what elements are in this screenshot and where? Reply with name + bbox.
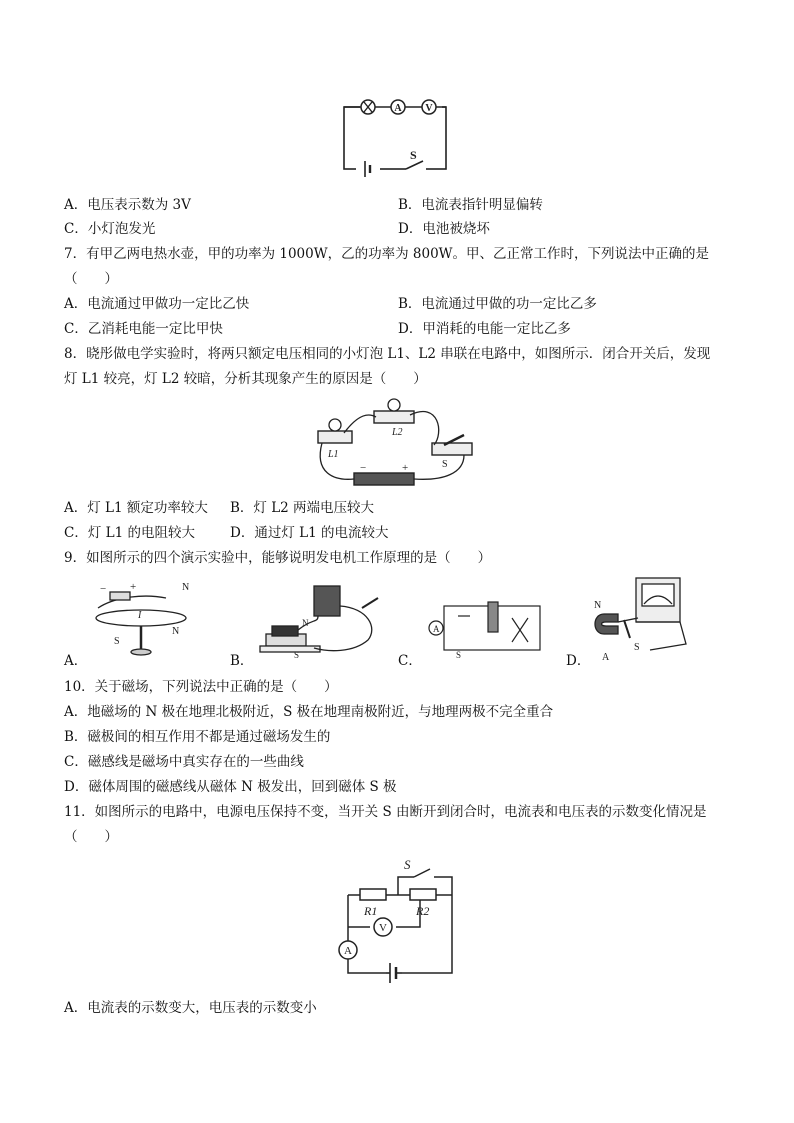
q10-option-d: D．磁体周围的磁感线从磁体 N 极发出，回到磁体 S 极 <box>64 779 397 795</box>
q7-option-d: D．甲消耗的电能一定比乙多 <box>398 321 571 337</box>
q11-circuit-figure <box>330 855 460 985</box>
q11-option-a: A．电流表的示数变大，电压表的示数变小 <box>64 1000 317 1016</box>
bulb-l2-icon <box>388 399 400 411</box>
fig-a-minus: − <box>100 583 107 595</box>
label-l1: L1 <box>328 449 339 460</box>
fig-d-a: A <box>602 652 610 662</box>
q6-option-d: D．电池被烧坏 <box>398 221 490 237</box>
q7-option-a: A．电流通过甲做功一定比乙快 <box>64 296 250 312</box>
q9-option-c-letter: C． <box>398 653 422 669</box>
q7-stem-line1: 7．有甲乙两电热水壶，甲的功率为 1000W，乙的功率为 800W。甲、乙正常工作时，下列说法中正确的是 <box>64 246 710 262</box>
q9-figure-d <box>590 574 700 662</box>
q7-option-b: B．电流通过甲做的功一定比乙多 <box>398 296 597 312</box>
fig-b-north: N <box>302 618 309 628</box>
q8-option-c: C．灯 L1 的电阻较大 <box>64 525 195 541</box>
switch-base <box>432 443 472 455</box>
q9-figure-a <box>86 578 196 662</box>
fig-a-south: S <box>114 636 120 647</box>
q8-circuit-photo-figure <box>314 393 478 493</box>
q11-stem-line2: （ ） <box>64 829 118 845</box>
q9-figure-b <box>258 578 388 662</box>
r2-label: R2 <box>416 904 430 918</box>
fig-a-plus: + <box>130 581 137 593</box>
q10-option-a: A．地磁场的 N 极在地理北极附近，S 极在地理南极附近，与地理两极不完全重合 <box>64 704 554 720</box>
q10-option-b: B．磁极间的相互作用不都是通过磁场发生的 <box>64 729 331 745</box>
fig-d-north: N <box>594 600 602 611</box>
resistor-r1 <box>360 889 386 900</box>
q8-option-b: B．灯 L2 两端电压较大 <box>230 500 375 516</box>
q10-stem: 10．关于磁场，下列说法中正确的是（ ） <box>64 679 338 695</box>
resistor-r2 <box>410 889 436 900</box>
ammeter-label: A <box>394 103 402 114</box>
voltmeter-label: V <box>425 103 433 114</box>
battery-minus: − <box>360 462 367 474</box>
label-l2: L2 <box>392 427 403 438</box>
q8-option-d: D．通过灯 L1 的电流较大 <box>230 525 389 541</box>
lamp-l2-base <box>374 411 414 423</box>
q9-option-b-letter: B． <box>230 653 254 669</box>
voltmeter-label: V <box>379 922 387 934</box>
fig-b-south: S <box>294 650 300 660</box>
fig-a-north: N <box>182 582 190 593</box>
battery-plus: + <box>402 462 409 474</box>
q9-option-a-letter: A． <box>64 653 88 669</box>
label-s: S <box>442 459 448 470</box>
ammeter-label: A <box>344 945 352 957</box>
q9-stem: 9．如图所示的四个演示实验中，能够说明发电机工作原理的是（ ） <box>64 550 492 566</box>
q8-stem-line1: 8．晓彤做电学实验时，将两只额定电压相同的小灯泡 L1、L2 串联在电路中，如图所示．闭合开关后，发现 <box>64 346 711 362</box>
q11-stem-line1: 11．如图所示的电路中，电源电压保持不变，当开关 S 由断开到闭合时，电流表和电压表的示数变化情况是 <box>64 804 707 820</box>
switch-label: S <box>404 857 411 872</box>
switch-label: S <box>410 148 417 162</box>
battery-box <box>354 473 414 485</box>
q6-option-c: C．小灯泡发光 <box>64 221 156 237</box>
fig-a-north-2: N <box>172 626 180 637</box>
fig-a-current: I <box>138 610 142 621</box>
r1-label: R1 <box>364 904 378 918</box>
q6-option-a: A．电压表示数为 3V <box>64 197 191 213</box>
fig-d-south: S <box>634 642 640 653</box>
bulb-l1-icon <box>329 419 341 431</box>
lamp-l1-base <box>318 431 352 443</box>
q6-circuit-figure <box>336 95 456 180</box>
q9-figure-c <box>424 598 544 660</box>
q8-option-a: A．灯 L1 额定功率较大 <box>64 500 208 516</box>
q9-option-d-letter: D． <box>566 653 591 669</box>
q7-option-c: C．乙消耗电能一定比甲快 <box>64 321 223 337</box>
q10-option-c: C．磁感线是磁场中真实存在的一些曲线 <box>64 754 304 770</box>
fig-c-south: S <box>456 650 462 660</box>
q8-stem-line2: 灯 L1 较亮，灯 L2 较暗，分析其现象产生的原因是（ ） <box>64 371 427 387</box>
q6-option-b: B．电流表指针明显偏转 <box>398 197 543 213</box>
fig-c-ammeter: A <box>433 624 440 634</box>
q7-stem-line2: （ ） <box>64 271 118 287</box>
